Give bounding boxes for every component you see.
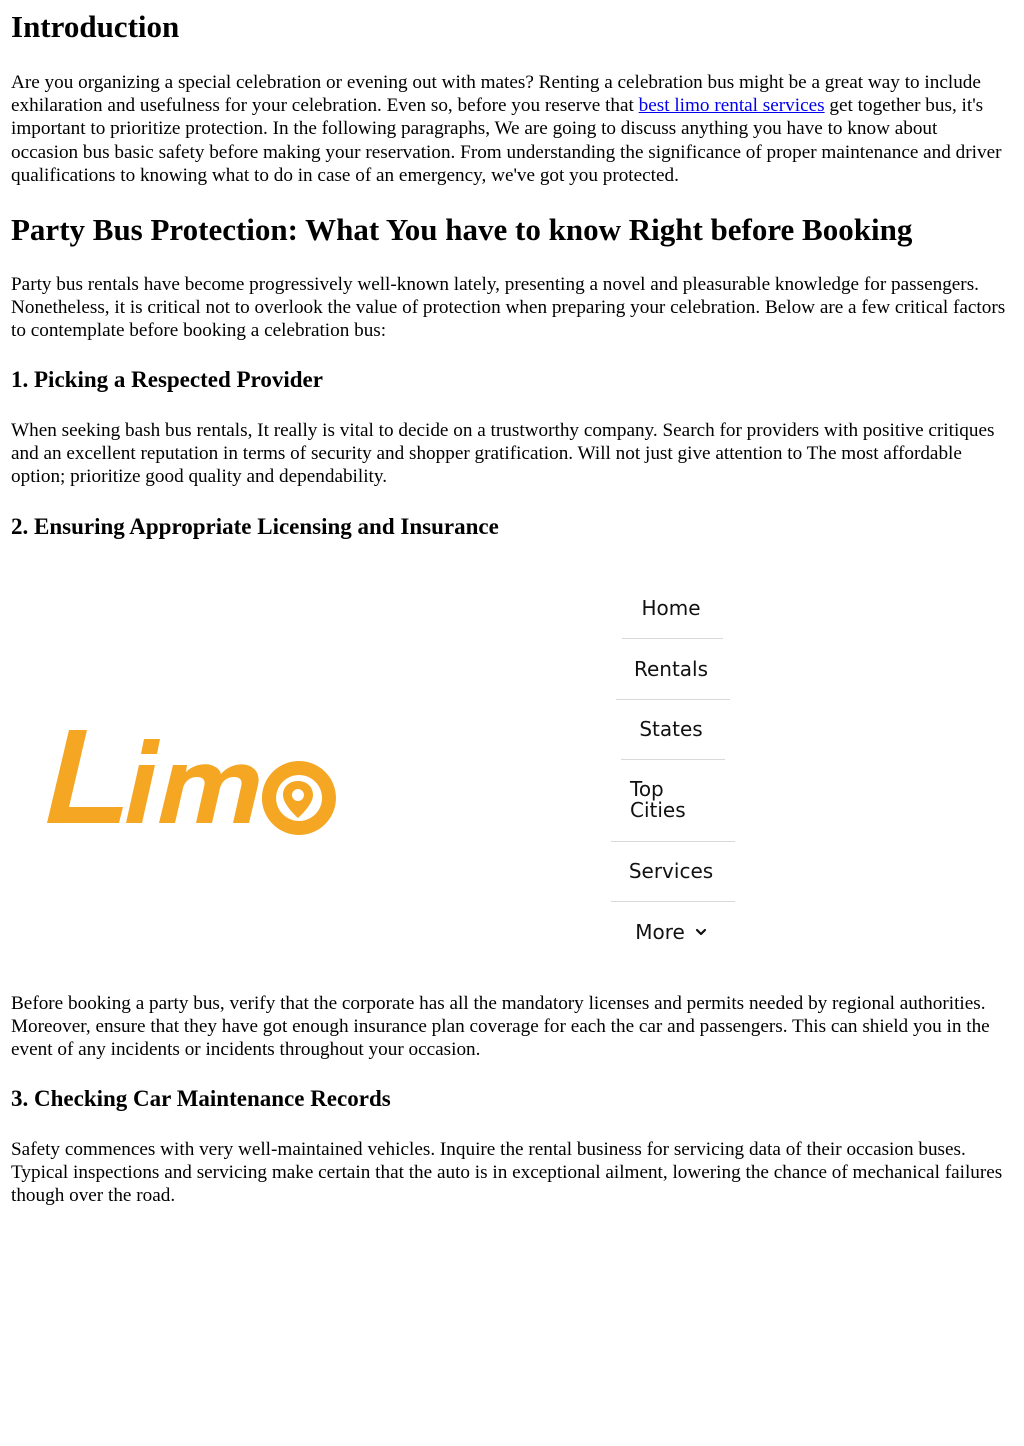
nav-divider [622,638,723,639]
nav-home[interactable]: Home [641,596,701,620]
nav-rentals[interactable]: Rentals [633,657,709,681]
nav-services[interactable]: Services [628,859,714,883]
main-paragraph: Party bus rentals have become progressively well-known lately, presenting a novel and pleasurable knowledge for passengers. Nonetheless, it is critical not to overlook the value of protection when preparing your celebration. Below are a few critical factors to contemplate before booking a celebration bus: [11,274,1006,342]
nav-more-label: More [635,920,685,944]
embedded-site-header [11,570,1024,980]
nav-top-cities-line1: Top [630,777,664,801]
main-heading: Party Bus Protection: What You have to know Right before Booking [11,212,913,247]
nav-top-cities[interactable] [596,779,746,821]
intro-text-before-link: Are you organizing a special celebration or evening out with mates? Renting a celebration bus might be a great way to include exhilaration and usefulness for your celebration. Even so, before you reserve that [11,72,981,117]
intro-text-after-link: get together bus, it's important to prioritize protection. In the following paragraphs, We are going to discuss anything you have to know about occasion bus basic safety before making your reservation. From understanding the significance of proper maintenance and driver qualifications to knowing what to do in case of an emergency, we've got you protected. [11,95,1002,186]
section3-paragraph: Safety commences with very well-maintained vehicles. Inquire the rental business for servicing data of their occasion buses. Typical inspections and servicing make certain that the auto is in exceptional ailment, lowering the chance of mechanical failures though over the road. [11,1139,1003,1207]
nav-divider [611,901,735,902]
limo-rental-link[interactable]: best limo rental services [638,95,825,117]
section3-heading: 3. Checking Car Maintenance Records [11,1086,391,1111]
chevron-down-icon [695,928,707,937]
section1-heading: 1. Picking a Respected Provider [11,367,323,392]
nav-divider [616,699,730,700]
intro-paragraph [11,71,1009,187]
map-pin-icon [283,781,313,818]
nav-top-cities-line2: Cities [630,798,686,822]
section1-paragraph: When seeking bash bus rentals, It really is vital to decide on a trustworthy company. Search for providers with positive critiques and an excellent reputation in terms of security and shopper gratification. Will not just give attention to The most affordable option; prioritize good quality and dependability. [11,420,995,488]
intro-heading: Introduction [11,9,180,44]
nav-more[interactable] [596,921,746,943]
nav-divider [621,759,725,760]
limo-logo [41,725,341,835]
nav-states[interactable]: States [639,717,703,741]
nav-divider [611,841,735,842]
section2-heading: 2. Ensuring Appropriate Licensing and Insurance [11,514,499,539]
section2-paragraph: Before booking a party bus, verify that the corporate has all the mandatory licenses and permits needed by regional authorities. Moreover, ensure that they have got enough insurance plan coverage for each the car and passengers. This can shield you in the event of any incidents or incidents throughout your occasion. [11,993,990,1061]
